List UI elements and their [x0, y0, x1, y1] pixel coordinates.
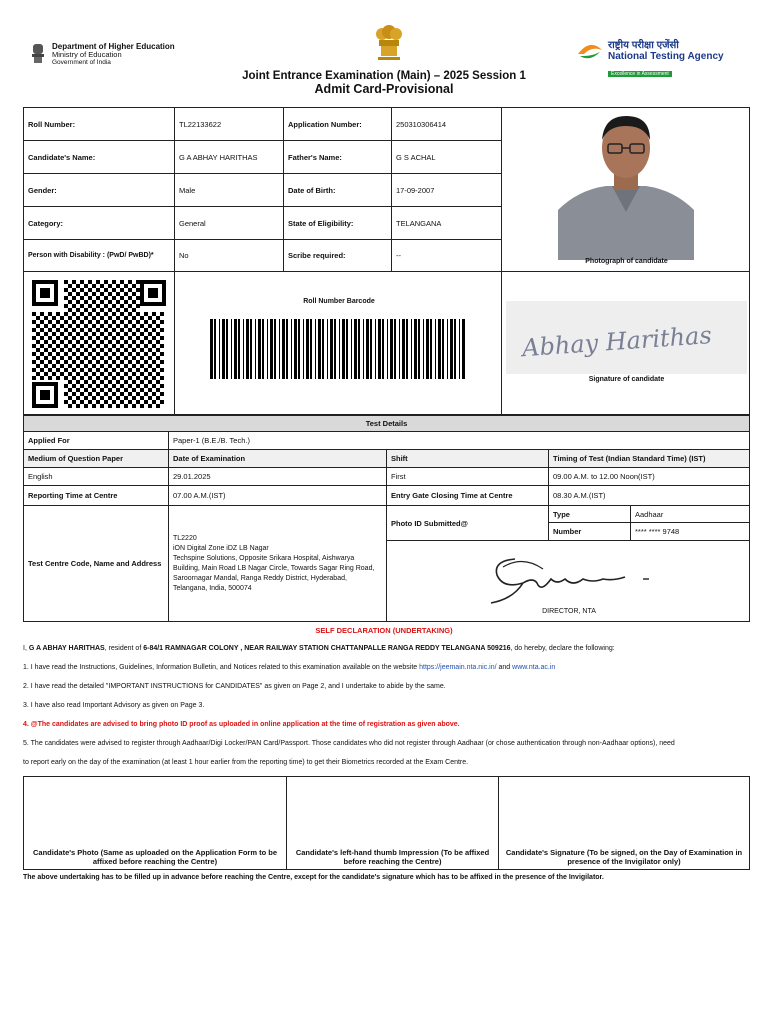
- gender-value: Male: [174, 173, 284, 207]
- medium-label: Medium of Question Paper: [23, 449, 169, 468]
- signature-caption: Signature of candidate: [588, 376, 665, 383]
- gate-value: 08.30 A.M.(IST): [548, 485, 750, 506]
- dob-value: 17-09-2007: [391, 173, 502, 207]
- timing-value: 09.00 A.M. to 12.00 Noon(IST): [548, 467, 750, 486]
- reporting-label: Reporting Time at Centre: [23, 485, 169, 506]
- undertaking-footer: The above undertaking has to be filled up in advance before reaching the Centre, except for the candidate's signature which has to be affixed in the presence of the Invigilator.: [23, 874, 604, 881]
- intro-mid: , resident of: [104, 645, 144, 652]
- signature-image: [506, 301, 747, 374]
- medium-value: English: [23, 467, 169, 486]
- dept-line1: Department of Higher Education: [52, 42, 175, 51]
- department-block: [30, 42, 175, 66]
- id-type-label: Type: [548, 505, 631, 523]
- state-label: State of Eligibility:: [283, 206, 392, 240]
- director-signature-box: [386, 540, 750, 622]
- intro-post: , do hereby, declare the following:: [510, 645, 615, 652]
- application-number-value: 250310306414: [391, 107, 502, 141]
- test-details-heading: Test Details: [23, 415, 750, 432]
- roll-number-label: Roll Number:: [23, 107, 175, 141]
- photo-box: [501, 107, 750, 272]
- state-value: TELANGANA: [391, 206, 502, 240]
- id-type-value: Aadhaar: [630, 505, 750, 523]
- declaration-title: SELF DECLARATION (UNDERTAKING): [315, 626, 453, 635]
- document-header: [0, 0, 768, 100]
- director-signature: [483, 549, 663, 609]
- shift-value: First: [386, 467, 549, 486]
- p1-text: 1. I have read the Instructions, Guidelines, Information Bulletin, and Notices related to this examination available on the website: [23, 664, 420, 671]
- timing-label: Timing of Test (Indian Standard Time) (IST): [548, 449, 750, 468]
- state-emblem-icon: [30, 42, 46, 64]
- roll-number-value: TL22133622: [174, 107, 284, 141]
- id-number-value: **** **** 9748: [630, 522, 750, 541]
- centre-label: Test Centre Code, Name and Address: [23, 505, 169, 622]
- centre-name: iON Digital Zone iDZ LB Nagar: [173, 544, 269, 552]
- candidate-name-label: Candidate's Name:: [23, 140, 175, 174]
- nta-link[interactable]: www.nta.ac.in: [512, 664, 556, 671]
- candidate-name-value: G A ABHAY HARITHAS: [174, 140, 284, 174]
- nta-logo-icon: [576, 40, 604, 62]
- photo-caption: Photograph of candidate: [585, 258, 668, 265]
- reporting-value: 07.00 A.M.(IST): [168, 485, 387, 506]
- declaration-point-1: [23, 663, 750, 672]
- barcode-box: [174, 271, 502, 415]
- centre-address: Techspine Solutions, Opposite Srikara Hospital, Aishwarya Building, Main Road LB Nagar Circle, Towards Sagar Ring Road, Saroornagar Mandal, Ranga Reddy District, Hyderabad, Telangana, India, 500074: [173, 554, 375, 592]
- id-number-label: Number: [548, 522, 631, 541]
- candidate-photo: [558, 112, 694, 260]
- signature-box: [501, 271, 750, 415]
- national-emblem-icon: [374, 24, 404, 62]
- declaration-point-3: 3. I have also read Important Advisory as given on Page 3.: [23, 702, 205, 709]
- applied-for-label: Applied For: [23, 431, 169, 450]
- scribe-label: Scribe required:: [283, 239, 392, 272]
- candidate-signature-box: Candidate's Signature (To be signed, on the Day of Examination in presence of the Invigilator only): [498, 776, 750, 870]
- candidate-photo-affix-box: Candidate's Photo (Same as uploaded on the Application Form to be affixed before reaching the Centre): [23, 776, 287, 870]
- exam-title: Joint Entrance Examination (Main) – 2025 Session 1: [242, 70, 526, 82]
- declaration-point-5b: to report early on the day of the examination (at least 1 hour earlier from the reporting time) to get their Biometrics recorded at the Exam Centre.: [23, 759, 469, 766]
- roll-number-barcode: [210, 319, 468, 379]
- card-title: Admit Card-Provisional: [314, 82, 454, 96]
- pwd-value: No: [174, 239, 284, 272]
- declaration-point-2: 2. I have read the detailed "IMPORTANT INSTRUCTIONS for CANDIDATES" as given on Page 2, and I undertake to abide by the same.: [23, 683, 446, 690]
- father-name-label: Father's Name:: [283, 140, 392, 174]
- photo-id-label: Photo ID Submitted@: [386, 505, 549, 541]
- thumb-impression-box: Candidate's left-hand thumb Impression (To be affixed before reaching the Centre): [286, 776, 499, 870]
- dob-label: Date of Birth:: [283, 173, 392, 207]
- intro-address: 6-84/1 RAMNAGAR COLONY , NEAR RAILWAY STATION CHATTANPALLE RANGA REDDY TELANGANA 509216: [143, 645, 511, 652]
- date-value: 29.01.2025: [168, 467, 387, 486]
- declaration-point-5a: 5. The candidates were advised to register through Aadhaar/Digi Locker/PAN Card/Passport. Those candidates who did not register through Aadhaar (or chose authentication through non-Aadhaar options), need: [23, 740, 675, 747]
- application-number-label: Application Number:: [283, 107, 392, 141]
- nta-hindi-name: राष्ट्रीय परीक्षा एजेंसी: [608, 40, 679, 51]
- applied-for-value: Paper-1 (B.E./B. Tech.): [168, 431, 750, 450]
- declaration-point-4: 4. @The candidates are advised to bring photo ID proof as uploaded in online application at the time of registration as given above.: [23, 721, 460, 728]
- father-name-value: G S ACHAL: [391, 140, 502, 174]
- barcode-caption: Roll Number Barcode: [303, 298, 375, 305]
- gender-label: Gender:: [23, 173, 175, 207]
- nta-english-name: National Testing Agency: [608, 51, 724, 62]
- shift-label: Shift: [386, 449, 549, 468]
- qr-code-box: [23, 271, 175, 415]
- nta-tagline: Excellence in Assessment: [608, 71, 672, 77]
- dept-line2: Ministry of Education: [52, 50, 122, 59]
- pwd-label: Person with Disability : (PwD/ PwBD)*: [23, 239, 175, 272]
- category-label: Category:: [23, 206, 175, 240]
- dept-line3: Government of India: [52, 59, 111, 66]
- director-label: DIRECTOR, NTA: [542, 608, 596, 615]
- signature-text: Abhay Harithas: [521, 321, 713, 363]
- centre-code: TL2220: [173, 534, 197, 542]
- qr-code: [32, 280, 166, 408]
- centre-value: [168, 505, 387, 622]
- scribe-value: --: [391, 239, 502, 272]
- p1-and: and: [496, 664, 513, 671]
- intro-name: G A ABHAY HARITHAS: [28, 645, 105, 652]
- jeemain-link[interactable]: https://jeemain.nta.nic.in/: [419, 664, 497, 671]
- date-label: Date of Examination: [168, 449, 387, 468]
- declaration-intro: [23, 644, 750, 653]
- gate-label: Entry Gate Closing Time at Centre: [386, 485, 549, 506]
- intro-pre: I,: [23, 645, 29, 652]
- category-value: General: [174, 206, 284, 240]
